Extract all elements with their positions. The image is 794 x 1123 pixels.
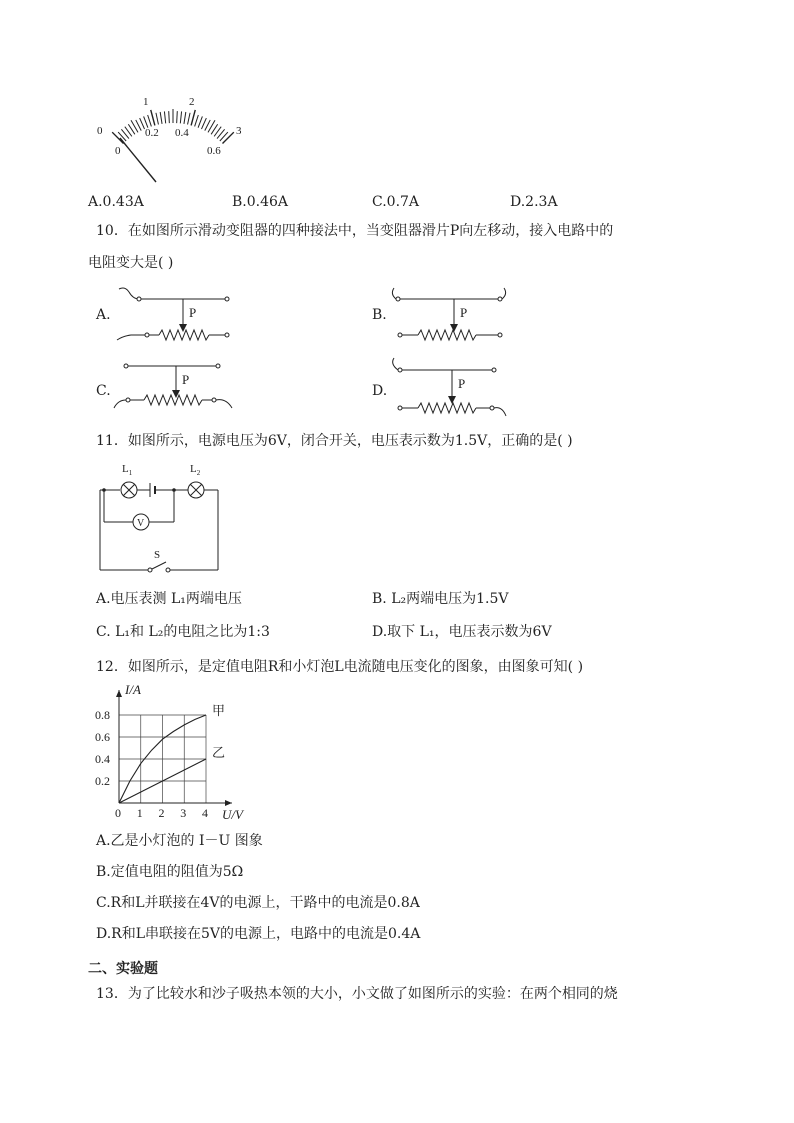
- q11-stem: 11．如图所示，电源电压为6V，闭合开关，电压表示数为1.5V，正确的是( ): [96, 433, 573, 449]
- x-tick-label: 1: [136, 806, 143, 820]
- dial-ticks: [112, 109, 234, 144]
- q12-option-d: D.R和L串联接在5V的电源上，电路中的电流是0.4A: [96, 926, 421, 942]
- y-tick-label: 0.6: [95, 730, 110, 744]
- y-axis-arrow: [116, 690, 122, 697]
- y-axis-label: I/A: [125, 682, 141, 697]
- switch-label: S: [154, 549, 161, 561]
- meter-needle: [120, 138, 156, 182]
- dial-tick: [151, 110, 155, 125]
- x-tick-label: 4: [202, 806, 208, 820]
- dial-tick: [184, 112, 186, 124]
- rheostat-diagram-d: [388, 356, 513, 422]
- bottom-scale-0: 0: [115, 145, 121, 157]
- rheostat-diagram-a: [115, 284, 240, 346]
- top-scale-1: 1: [143, 96, 149, 108]
- q12-stem: 12．如图所示，是定值电阻R和小灯泡L电流随电压变化的图象，由图象可知( ): [96, 659, 584, 675]
- dial-tick: [177, 111, 178, 123]
- chart-series: [119, 703, 225, 803]
- q10-option-a-label: A.: [96, 307, 111, 323]
- dial-tick: [201, 118, 206, 129]
- bottom-scale-0.4: 0.4: [175, 127, 189, 139]
- lamp-l1-label: $L_1$: [122, 463, 133, 477]
- q10-stem-line1: 10．在如图所示滑动变阻器的四种接法中，当变阻器滑片P向左移动，接入电路中的: [96, 223, 614, 239]
- x-tick-label: 0: [115, 806, 121, 820]
- q12-option-c: C.R和L并联接在4V的电源上，干路中的电流是0.8A: [96, 895, 420, 911]
- q10-stem-line2: 电阻变大是( ): [88, 255, 174, 271]
- voltmeter-label: V: [137, 518, 145, 529]
- dial-tick: [169, 111, 170, 123]
- dial-tick: [160, 112, 162, 124]
- dial-tick: [188, 113, 190, 125]
- dial-tick: [195, 115, 199, 126]
- x-tick-label: 2: [158, 806, 165, 820]
- chart-grid: [119, 715, 206, 803]
- svg-text:P: P: [182, 372, 190, 387]
- dial-tick: [164, 111, 165, 123]
- iu-chart: [92, 680, 262, 825]
- dial-tick: [198, 116, 202, 127]
- q11-option-c: C. L₁和 L₂的电阻之比为1:3: [96, 624, 270, 640]
- ammeter-dial-figure: [88, 88, 258, 188]
- q11-option-b: B. L₂两端电压为1.5V: [372, 591, 509, 607]
- lamp-l2-label: $L_2$: [190, 463, 201, 477]
- bottom-scale-0.2: 0.2: [145, 127, 159, 139]
- dial-tick: [148, 115, 152, 126]
- q10-option-c-label: C.: [96, 383, 111, 399]
- y-tick-label: 0.8: [95, 708, 110, 722]
- y-tick-label: 0.2: [95, 774, 110, 788]
- dial-tick: [112, 132, 123, 143]
- q12-option-b: B.定值电阻的阻值为5Ω: [96, 864, 244, 880]
- dial-tick: [144, 116, 148, 127]
- q10-option-d-label: D.: [372, 383, 388, 399]
- q9-option-a: A.0.43A: [88, 194, 144, 210]
- q12-option-a: A.乙是小灯泡的 I－U 图象: [96, 833, 263, 849]
- q11-option-d: D.取下 L₁，电压表示数为6V: [372, 624, 552, 640]
- q9-option-c: C.0.7A: [372, 194, 420, 210]
- series-label: 乙: [212, 745, 226, 760]
- top-scale-3: 3: [236, 125, 242, 137]
- svg-text:P: P: [460, 305, 468, 320]
- x-tick-label: 3: [180, 806, 187, 820]
- q9-option-b: B.0.46A: [232, 194, 289, 210]
- series-label: 甲: [212, 703, 226, 718]
- section-heading: 二、实验题: [88, 961, 158, 977]
- dial-tick: [156, 113, 158, 125]
- circuit-diagram: [94, 458, 224, 580]
- y-tick-label: 0.4: [95, 752, 110, 766]
- rheostat-diagram-c: [112, 358, 240, 420]
- dial-tick: [222, 132, 233, 143]
- x-axis-arrow: [225, 800, 232, 806]
- q11-option-a: A.电压表测 L₁两端电压: [96, 591, 242, 607]
- dial-tick: [191, 110, 195, 125]
- q9-option-d: D.2.3A: [510, 194, 558, 210]
- dial-tick: [180, 111, 181, 123]
- svg-text:P: P: [458, 376, 466, 391]
- x-axis-label: U/V: [222, 807, 243, 822]
- rheostat-diagram-b: [388, 284, 513, 346]
- svg-text:P: P: [189, 305, 197, 320]
- q10-option-b-label: B.: [372, 307, 387, 323]
- q13-stem: 13．为了比较水和沙子吸热本领的大小，小文做了如图所示的实验：在两个相同的烧: [96, 986, 618, 1002]
- bottom-scale-0.6: 0.6: [207, 145, 221, 157]
- top-scale-0: 0: [97, 125, 103, 137]
- top-scale-2: 2: [189, 96, 195, 108]
- dial-tick: [140, 118, 145, 129]
